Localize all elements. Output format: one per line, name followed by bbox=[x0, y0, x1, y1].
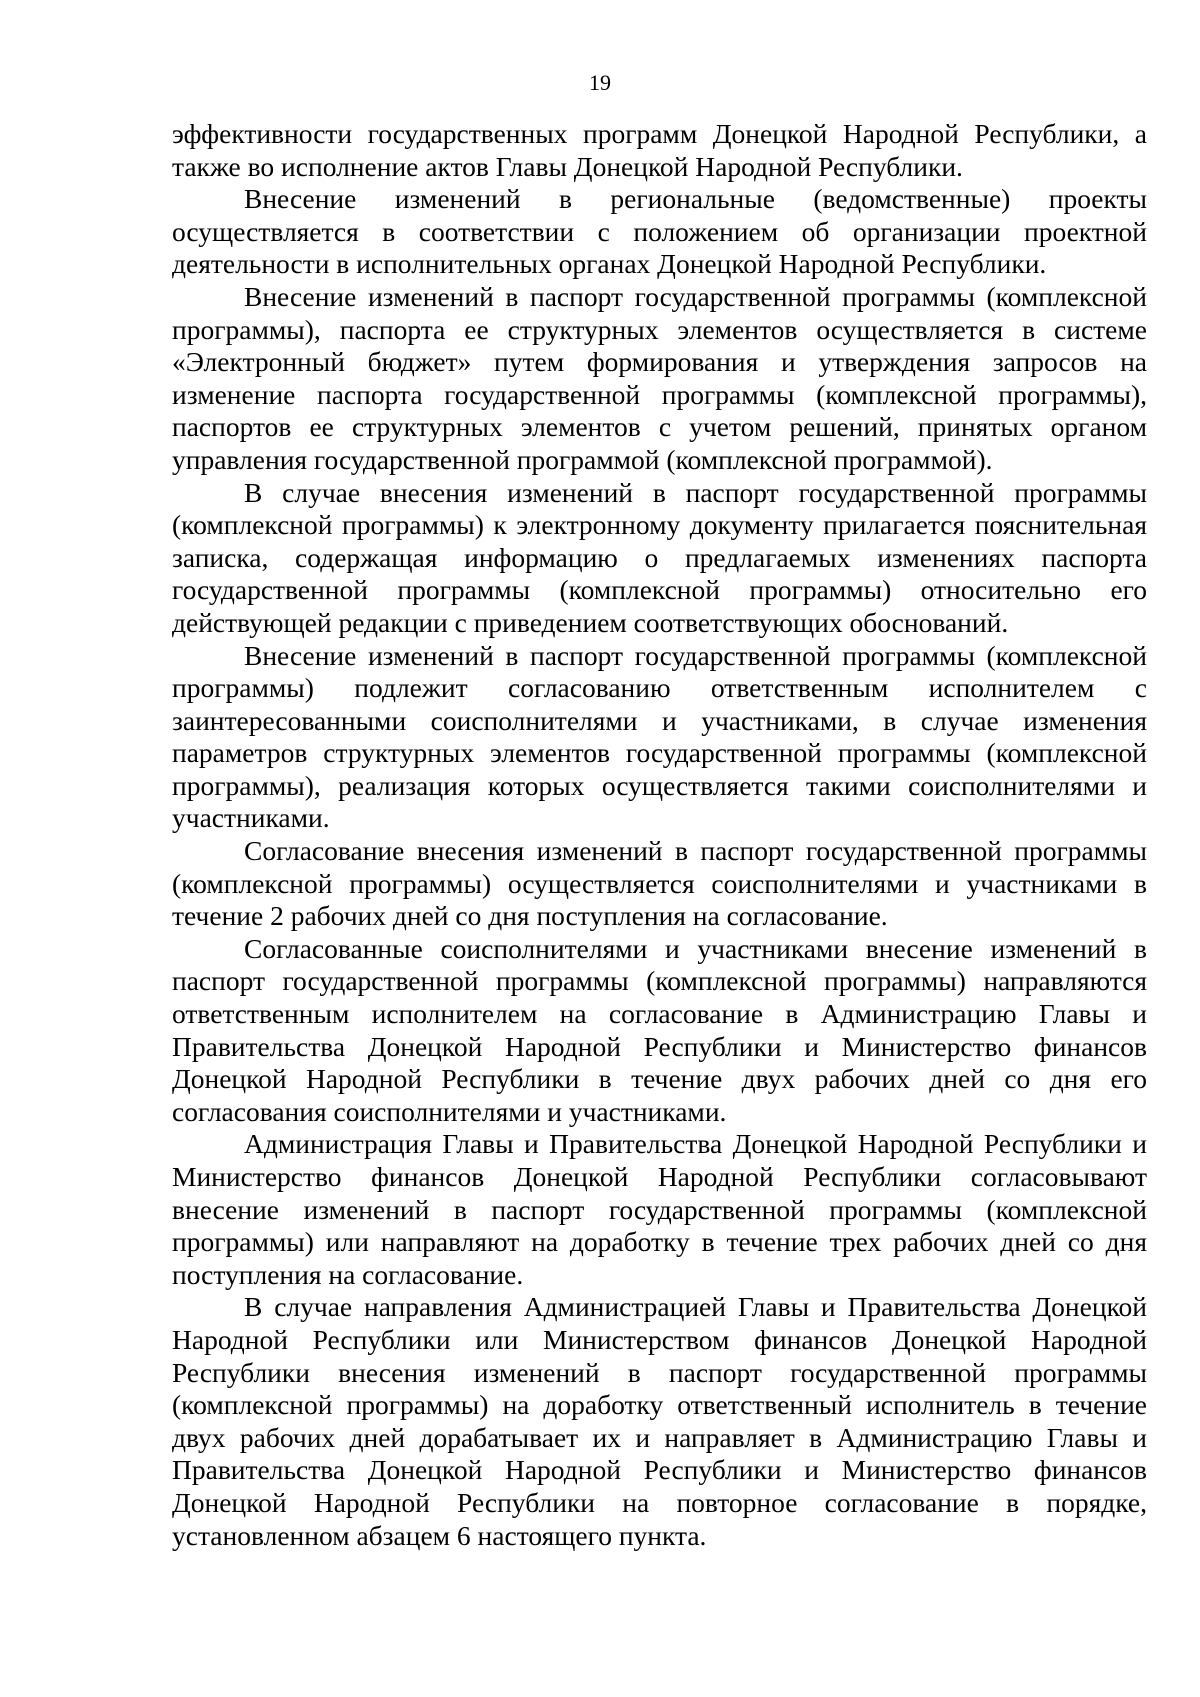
paragraph-5: Внесение изменений в паспорт государственной программы (комплексной программы) подлежит согласованию ответственным исполнителем с заинтересованными соисполнителями и участниками, в случае изменения параметров структурных элементов государственной программы (комплексной программы), реализация которых осуществляется такими соисполнителями и участниками. bbox=[172, 639, 1147, 834]
paragraph-7: Согласованные соисполнителями и участниками внесение изменений в паспорт государственной программы (комплексной программы) направляются ответственным исполнителем на согласование в Администрацию Главы и Правительства Донецкой Народной Республики и Министерство финансов Донецкой Народной Республики в течение двух рабочих дней со дня его согласования соисполнителями и участниками. bbox=[172, 932, 1147, 1127]
document-body bbox=[172, 118, 1147, 1552]
paragraph-2: Внесение изменений в региональные (ведомственные) проекты осуществляется в соответствии с положением об организации проектной деятельности в исполнительных органах Донецкой Народной Республики. bbox=[172, 183, 1147, 280]
paragraph-8: Администрация Главы и Правительства Донецкой Народной Республики и Министерство финансов Донецкой Народной Республики согласовывают внесение изменений в паспорт государственной программы (комплексной программы) или направляют на доработку в течение трех рабочих дней со дня поступления на согласование. bbox=[172, 1128, 1147, 1290]
paragraph-1: эффективности государственных программ Донецкой Народной Республики, а также во исполнение актов Главы Донецкой Народной Республики. bbox=[172, 118, 1147, 182]
paragraph-3: Внесение изменений в паспорт государственной программы (комплексной программы), паспорта ее структурных элементов осуществляется в системе «Электронный бюджет» путем формирования и утверждения запросов на изменение паспорта государственной программы (комплексной программы), паспортов ее структурных элементов с учетом решений, принятых органом управления государственной программой (комплексной программой). bbox=[172, 280, 1147, 475]
paragraph-9: В случае направления Администрацией Главы и Правительства Донецкой Народной Республики или Министерством финансов Донецкой Народной Республики внесения изменений в паспорт государственной программы (комплексной программы) на доработку ответственный исполнитель в течение двух рабочих дней дорабатывает их и направляет в Администрацию Главы и Правительства Донецкой Народной Республики и Министерство финансов Донецкой Народной Республики на повторное согласование в порядке, установленном абзацем 6 настоящего пункта. bbox=[172, 1291, 1147, 1551]
page-number: 19 bbox=[589, 70, 611, 95]
paragraph-4: В случае внесения изменений в паспорт государственной программы (комплексной программы) к электронному документу прилагается пояснительная записка, содержащая информацию о предлагаемых изменениях паспорта государственной программы (комплексной программы) относительно его действующей редакции с приведением соответствующих обоснований. bbox=[172, 476, 1147, 638]
paragraph-6: Согласование внесения изменений в паспорт государственной программы (комплексной программы) осуществляется соисполнителями и участниками в течение 2 рабочих дней со дня поступления на согласование. bbox=[172, 835, 1147, 932]
